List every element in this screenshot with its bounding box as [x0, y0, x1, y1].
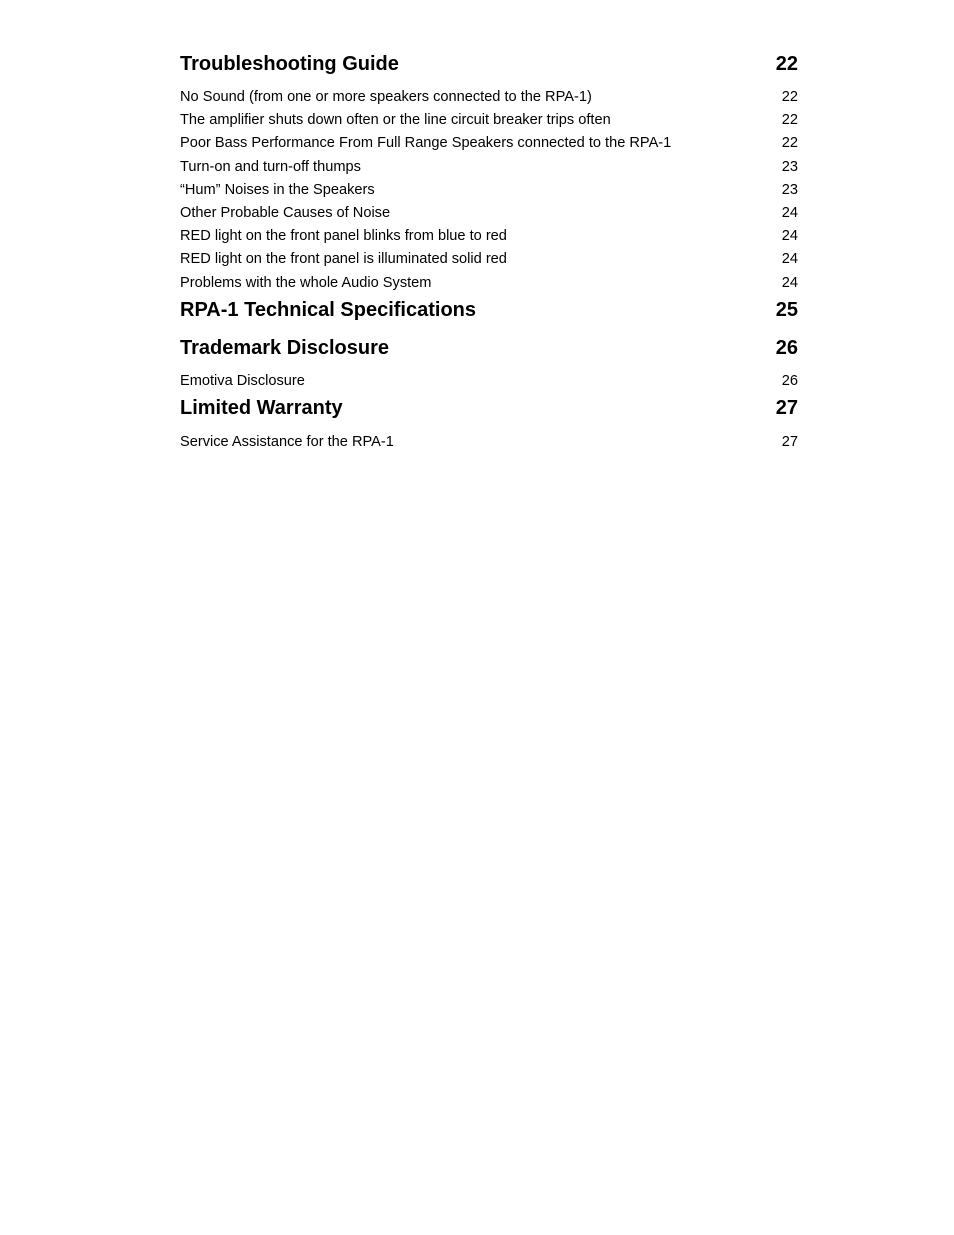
toc-entry-title: Poor Bass Performance From Full Range Speakers connected to the RPA-1 — [180, 135, 672, 152]
toc-heading-limited-warranty[interactable] — [180, 396, 798, 420]
toc-heading-title: Limited Warranty — [180, 397, 343, 419]
toc-entry[interactable] — [180, 225, 798, 248]
toc-heading-technical-specifications[interactable] — [180, 298, 798, 322]
toc-entry[interactable] — [180, 86, 798, 109]
toc-entry-page: 22 — [781, 89, 798, 105]
toc-heading-page: 27 — [775, 397, 798, 419]
toc-entry[interactable] — [180, 370, 798, 393]
toc-entry-title: “Hum” Noises in the Speakers — [180, 181, 375, 198]
toc-heading-page: 25 — [775, 299, 798, 321]
toc-entry[interactable] — [180, 202, 798, 225]
toc-entry-title: No Sound (from one or more speakers connected to the RPA-1) — [180, 89, 592, 105]
toc-entry-title: Problems with the whole Audio System — [180, 274, 432, 291]
toc-entry-title: RED light on the front panel is illuminated solid red — [180, 251, 507, 268]
toc-entry[interactable] — [180, 156, 798, 179]
toc-heading-title: Trademark Disclosure — [180, 337, 389, 359]
toc-entry-page: 23 — [781, 158, 798, 175]
toc-subitems-troubleshooting — [180, 86, 798, 295]
toc-heading-title: Troubleshooting Guide — [180, 53, 399, 75]
toc-heading-title: RPA-1 Technical Specifications — [180, 299, 477, 321]
toc-heading-page: 26 — [775, 337, 798, 359]
toc-entry-page: 24 — [781, 274, 798, 291]
toc-entry-page: 22 — [781, 112, 798, 129]
toc-entry-page: 22 — [781, 135, 798, 152]
toc-entry-title: The amplifier shuts down often or the line circuit breaker trips often — [180, 112, 611, 129]
toc-entry[interactable] — [180, 132, 798, 155]
toc-entry-page: 23 — [781, 181, 798, 198]
toc-entry[interactable] — [180, 431, 798, 454]
toc-subitems-warranty — [180, 431, 798, 454]
toc-entry[interactable] — [180, 109, 798, 132]
toc-entry-title: Service Assistance for the RPA-1 — [180, 434, 394, 450]
toc-heading-page: 22 — [775, 53, 798, 75]
toc-entry[interactable] — [180, 248, 798, 271]
toc-entry-page: 27 — [781, 434, 798, 450]
toc-entry-title: RED light on the front panel blinks from blue to red — [180, 228, 507, 245]
toc-subitems-trademark — [180, 370, 798, 393]
toc-entry-page: 24 — [781, 228, 798, 245]
toc-entry-page: 26 — [781, 373, 798, 389]
toc-heading-troubleshooting-guide[interactable] — [180, 52, 798, 76]
toc-heading-trademark-disclosure[interactable] — [180, 336, 798, 360]
toc-entry[interactable] — [180, 272, 798, 295]
toc-entry-title: Emotiva Disclosure — [180, 373, 305, 389]
toc-entry-page: 24 — [781, 204, 798, 221]
toc-entry-page: 24 — [781, 251, 798, 268]
toc-entry-title: Turn-on and turn-off thumps — [180, 158, 361, 175]
toc-entry-title: Other Probable Causes of Noise — [180, 204, 391, 221]
toc-entry[interactable] — [180, 179, 798, 202]
